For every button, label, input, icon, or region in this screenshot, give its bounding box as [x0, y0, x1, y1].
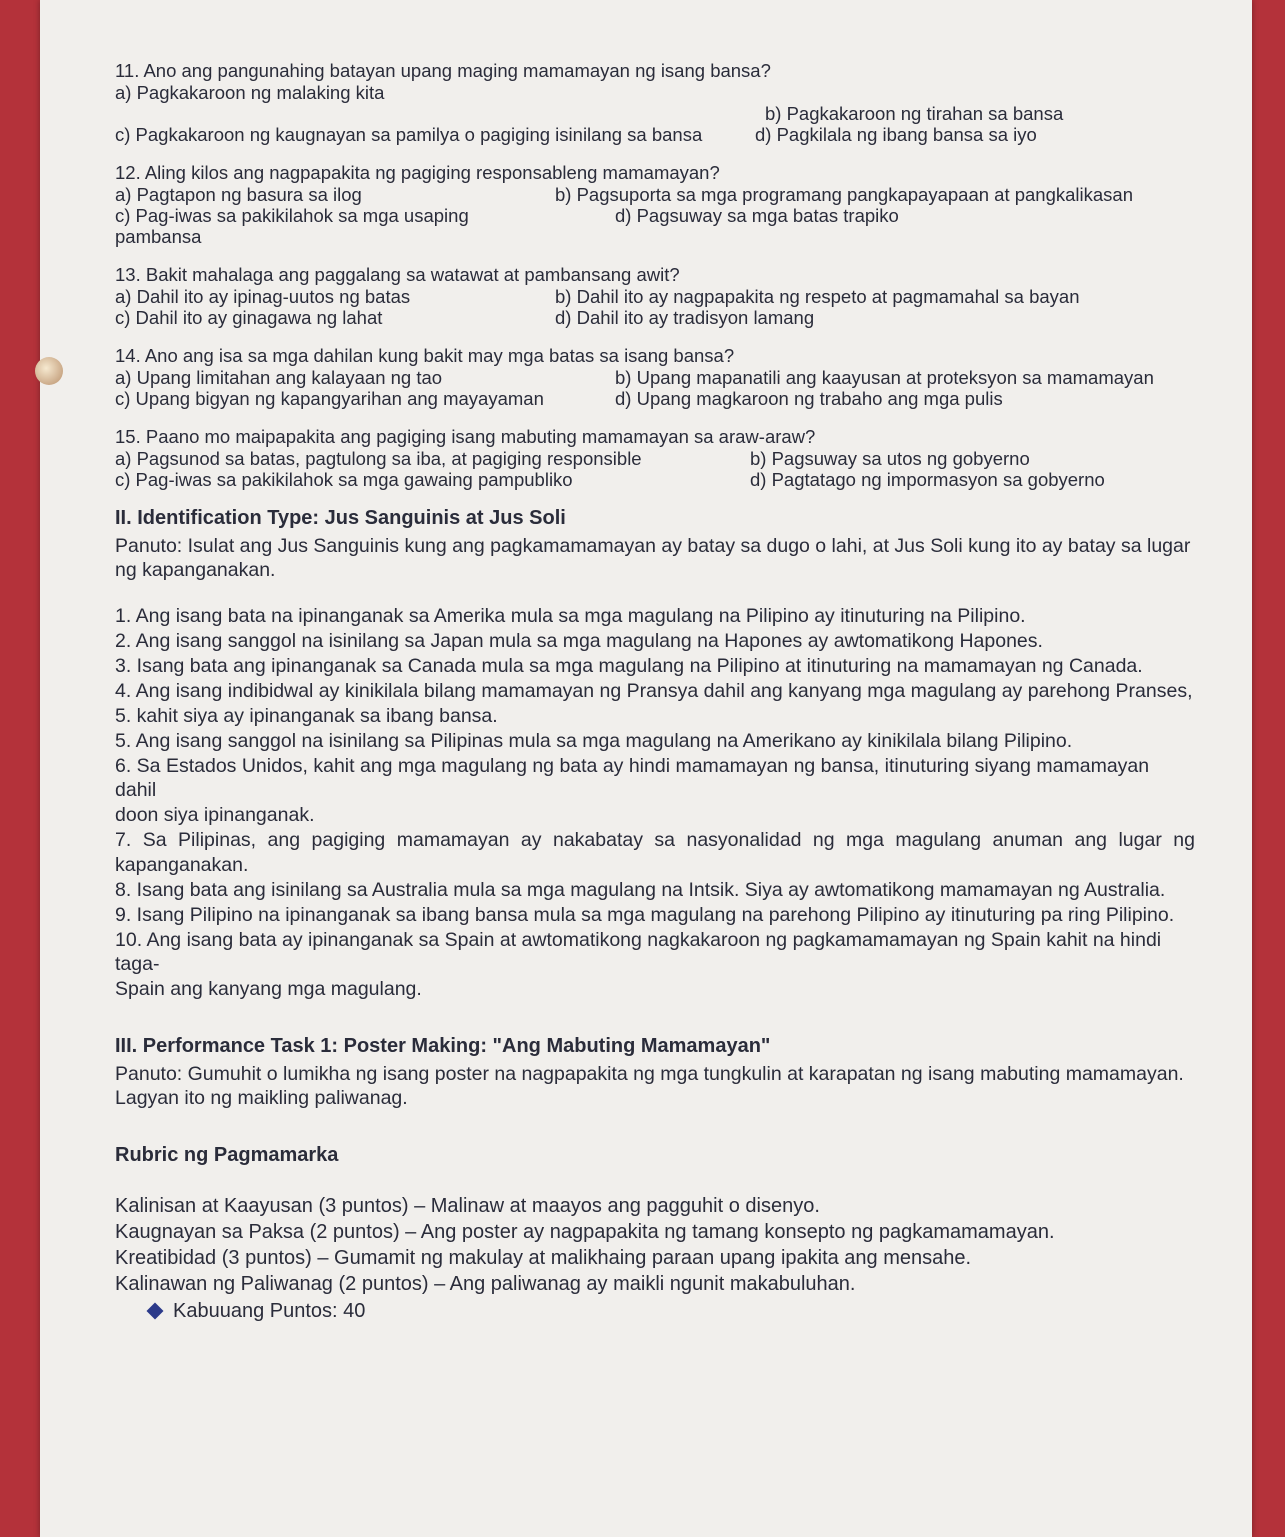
list-item: 7. Sa Pilipinas, ang pagiging mamamayan ay nakabatay sa nasyonalidad ng mga magulang anuman ang lugar ng: [115, 829, 1195, 851]
option-b: b) Upang mapanatili ang kaayusan at proteksyon sa mamamayan: [615, 367, 1154, 388]
rubric-list: [115, 1193, 1195, 1297]
question-14: [115, 345, 1195, 409]
list-item: 2. Ang isang sanggol na isinilang sa Japan mula sa mga magulang na Hapones ay awtomatikong Hapones.: [115, 630, 1043, 652]
question-stem: 13. Bakit mahalaga ang paggalang sa watawat at pambansang awit?: [115, 264, 680, 285]
question-stem: 11. Ano ang pangunahing batayan upang maging mamamayan ng isang bansa?: [115, 60, 771, 81]
question-stem: 15. Paano mo maipapakita ang pagiging isang mabuting mamamayan sa araw-araw?: [115, 426, 816, 447]
option-b: b) Dahil ito ay nagpapakita ng respeto at pagmamahal sa bayan: [555, 286, 1080, 307]
question-15: [115, 426, 1195, 490]
option-c: c) Upang bigyan ng kapangyarihan ang mayayaman: [115, 388, 544, 409]
option-d: d) Dahil ito ay tradisyon lamang: [555, 307, 815, 328]
question-stem: 14. Ano ang isa sa mga dahilan kung bakit may mga batas sa isang bansa?: [115, 345, 735, 366]
list-item: Spain ang kanyang mga magulang.: [115, 978, 422, 1000]
option-c: c) Pag-iwas sa pakikilahok sa mga usaping pambansa: [115, 205, 469, 247]
question-options: [115, 286, 1195, 328]
question-stem: 12. Aling kilos ang nagpapakita ng pagiging responsableng mamamayan?: [115, 162, 720, 183]
list-item: 4. Ang isang indibidwal ay kinikilala bilang mamamayan ng Pransya dahil ang kanyang mga magulang ay parehong Pranses,: [115, 680, 1193, 702]
diamond-bullet-icon: [147, 1303, 164, 1320]
option-a: a) Dahil ito ay ipinag-uutos ng batas: [115, 286, 411, 307]
rubric-item: Kalinawan ng Paliwanag (2 puntos) – Ang paliwanag ay maikli ngunit makabuluhan.: [115, 1273, 856, 1295]
pushpin: [35, 357, 63, 385]
question-options: [115, 448, 1195, 490]
option-b: b) Pagsuporta sa mga programang pangkapayapaan at pangkalikasan: [555, 184, 1134, 205]
option-b: b) Pagsuway sa utos ng gobyerno: [750, 448, 1030, 469]
rubric-item: Kaugnayan sa Paksa (2 puntos) – Ang poster ay nagpapakita ng tamang konsepto ng pagkamamamayan.: [115, 1221, 1055, 1243]
list-item: 8. Isang bata ang isinilang sa Australia mula sa mga magulang na Intsik. Siya ay awtomatikong mamamayan ng Australia.: [115, 879, 1166, 901]
list-item: doon siya ipinanganak.: [115, 804, 315, 826]
identification-items: [115, 604, 1195, 1001]
option-b: b) Pagkakaroon ng tirahan sa bansa: [765, 103, 1064, 124]
option-c: c) Pag-iwas sa pakikilahok sa mga gawaing pampubliko: [115, 469, 573, 490]
list-item: 1. Ang isang bata na ipinanganak sa Amerika mula sa mga magulang na Pilipino ay itinuturing na Pilipino.: [115, 605, 1026, 627]
list-item: 6. Sa Estados Unidos, kahit ang mga magulang ng bata ay hindi mamamayan ng bansa, itinuturing siyang mamamayan dahil: [115, 755, 1150, 801]
option-a: a) Pagkakaroon ng malaking kita: [115, 82, 385, 103]
list-item: 5. Ang isang sanggol na isinilang sa Pilipinas mula sa mga magulang na Amerikano ay kinikilala bilang Pilipino.: [115, 730, 1073, 752]
option-a: a) Pagsunod sa batas, pagtulong sa iba, at pagiging responsible: [115, 448, 642, 469]
list-item: 9. Isang Pilipino na ipinanganak sa ibang bansa mula sa mga magulang na parehong Pilipino ay itinuturing pa ring Pilipino.: [115, 904, 1175, 926]
section-3-instruction: Panuto: Gumuhit o lumikha ng isang poster na nagpapakita ng mga tungkulin at karapatan ng isang mabuting mamamayan. Lagyan ito ng maikling paliwanag.: [115, 1063, 1184, 1109]
rubric-title: Rubric ng Pagmamarka: [115, 1144, 339, 1166]
section-3-title: III. Performance Task 1: Poster Making: "Ang Mabuting Mamamayan": [115, 1035, 771, 1057]
list-item: 5. kahit siya ay ipinanganak sa ibang bansa.: [115, 705, 498, 727]
question-11: [115, 60, 1195, 145]
total-points: [149, 1297, 1195, 1325]
document: [115, 60, 1195, 1325]
question-12: [115, 162, 1195, 247]
list-item: kapanganakan.: [115, 854, 249, 876]
rubric-item: Kreatibidad (3 puntos) – Gumamit ng makulay at malikhaing paraan upang ipakita ang mensahe.: [115, 1247, 972, 1269]
question-options: [115, 184, 1195, 247]
section-2-title: II. Identification Type: Jus Sanguinis at Jus Soli: [115, 507, 566, 529]
section-2-instruction: Panuto: Isulat ang Jus Sanguinis kung ang pagkamamamayan ay batay sa dugo o lahi, at Jus Soli kung ito ay batay sa lugar ng kapanganakan.: [115, 535, 1191, 581]
rubric-item: Kalinisan at Kaayusan (3 puntos) – Malinaw at maayos ang pagguhit o disenyo.: [115, 1195, 820, 1217]
option-d: d) Pagtatago ng impormasyon sa gobyerno: [750, 469, 1105, 490]
option-d: d) Upang magkaroon ng trabaho ang mga pulis: [615, 388, 1003, 409]
option-d: d) Pagkilala ng ibang bansa sa iyo: [755, 124, 1037, 145]
question-options: [115, 367, 1195, 409]
list-item: 10. Ang isang bata ay ipinanganak sa Spain at awtomatikong nagkakaroon ng pagkamamamayan ng Spain kahit na hindi taga-: [115, 929, 1162, 975]
total-points-text: Kabuuang Puntos: 40: [173, 1300, 366, 1322]
question-13: [115, 264, 1195, 328]
option-a: a) Pagtapon ng basura sa ilog: [115, 184, 362, 205]
option-a: a) Upang limitahan ang kalayaan ng tao: [115, 367, 443, 388]
option-d: d) Pagsuway sa mga batas trapiko: [615, 205, 899, 226]
option-c: c) Dahil ito ay ginagawa ng lahat: [115, 307, 383, 328]
option-c: c) Pagkakaroon ng kaugnayan sa pamilya o pagiging isinilang sa bansa: [115, 124, 703, 145]
list-item: 3. Isang bata ang ipinanganak sa Canada mula sa mga magulang na Pilipino at itinuturing na mamamayan ng Canada.: [115, 655, 1143, 677]
